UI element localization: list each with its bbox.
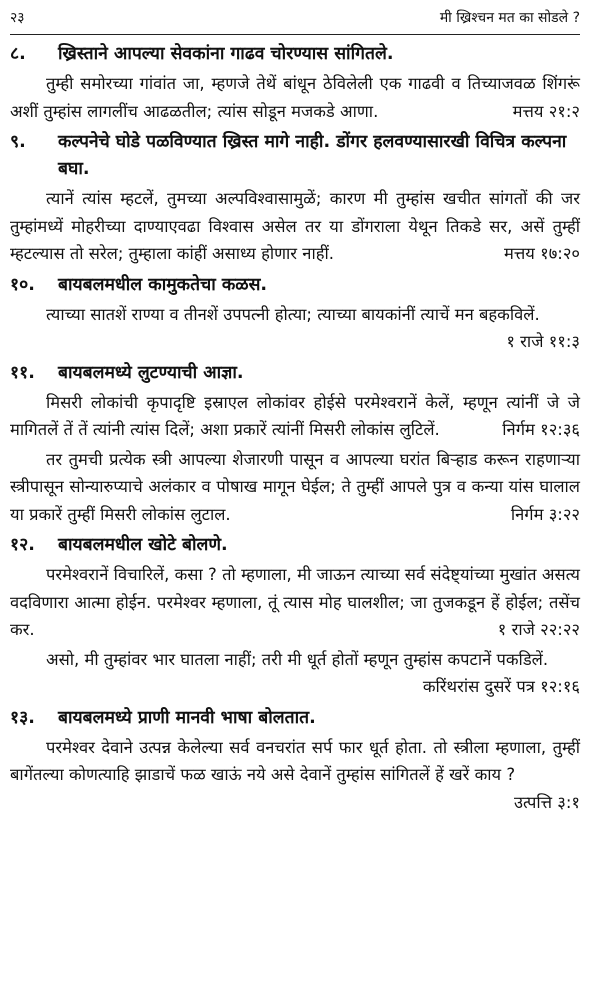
section-heading bbox=[10, 532, 580, 559]
section-paragraph bbox=[10, 561, 580, 644]
section-title: बायबलमध्ये प्राणी मानवी भाषा बोलतात. bbox=[58, 707, 316, 728]
section-heading bbox=[10, 272, 580, 299]
scripture-reference: १ राजे २२:२२ bbox=[497, 620, 580, 639]
scripture-reference: निर्गम १२:३६ bbox=[502, 420, 580, 439]
section-number: ९. bbox=[10, 132, 26, 152]
section-number: १३. bbox=[10, 707, 35, 728]
section-title: बायबलमध्ये लुटण्याची आज्ञा. bbox=[58, 362, 244, 383]
section-paragraph bbox=[10, 734, 580, 817]
paragraph-text: तुम्ही समोरच्या गांवांत जा, म्हणजे तेथें बांधून ठेविलेली एक गाढवी व तिच्याजवळ शिंगरूं अशीं तुम्हांस लागलींच आढळतील; त्यांस सोडून मजकडे आणा. bbox=[10, 74, 580, 121]
paragraph-text: तर तुमची प्रत्येक स्त्री आपल्या शेजारणी पासून व आपल्या घरांत बिऱ्हाड करून राहणाऱ्या स्त्रीपासून सोन्यारुप्याचे अलंकार व पोषाख मागून घेईल; ते तुम्हीं आपले पुत्र व कन्या यांस घालाल या प्रकारें तुम्हीं मिसरी लोकांस लुटाल. bbox=[10, 449, 580, 524]
scripture-reference: निर्गम ३:२२ bbox=[510, 504, 580, 524]
scripture-reference: मत्तय २१:२ bbox=[512, 101, 580, 121]
section-paragraph bbox=[10, 389, 580, 444]
paragraph-text: परमेश्वर देवाने उत्पन्न केलेल्या सर्व वनचरांत सर्प फार धूर्त होता. तो स्त्रीला म्हणाला, तुम्हीं बागेंतल्या कोणत्याहि झाडाचें फळ खाऊं नये असे देवानें तुम्हांस सांगितलें हें खरें काय ? bbox=[10, 737, 580, 784]
section-paragraph bbox=[10, 646, 580, 701]
paragraph-text: त्यानें त्यांस म्हटलें, तुमच्या अल्पविश्वासामुळें; कारण मी तुम्हांस खचीत सांगतों की जर तुम्हांमध्यें मोहरीच्या दाण्याएवढा विश्वास असेल तर या डोंगराला येथून तिकडे सर, असें तुम्हीं म्हटल्यास तो सरेल; तुम्हाला कांहीं असाध्य होणार नाहीं. bbox=[10, 189, 580, 263]
section-paragraph bbox=[10, 446, 580, 529]
scripture-reference: उत्पत्ति ३:१ bbox=[513, 792, 580, 812]
section-title: ख्रिस्ताने आपल्या सेवकांना गाढव चोरण्यास सांगितले. bbox=[58, 44, 394, 64]
section-number: १०. bbox=[10, 274, 35, 295]
paragraph-text: परमेश्वरानें विचारिलें, कसा ? तो म्हणाला, मी जाऊन त्याच्या सर्व संदेष्ट्यांच्या मुखांत असत्य वदविणारा आत्मा होईन. परमेश्वर म्हणाला, तूं त्यास मोह घालशील; जा तुजकडून हें होईल; तसेंच कर. bbox=[10, 565, 580, 639]
section-number: ८. bbox=[10, 44, 26, 64]
book-title: मी ख्रिश्चन मत का सोडले ? bbox=[439, 9, 580, 26]
section-number: ११. bbox=[10, 362, 35, 383]
section-title: बायबलमधील खोटे बोलणे. bbox=[58, 535, 228, 555]
section-number: १२. bbox=[10, 535, 35, 555]
section-heading bbox=[10, 360, 580, 387]
scripture-reference: करिंथरांस दुसरें पत्र १२:१६ bbox=[422, 677, 580, 696]
section-paragraph bbox=[10, 301, 580, 356]
paragraph-text: असो, मी तुम्हांवर भार घातला नाहीं; तरी मी धूर्त होतों म्हणून तुम्हांस कपटानें पकडिलें. bbox=[46, 649, 549, 669]
section-title: बायबलमधील कामुकतेचा कळस. bbox=[58, 274, 268, 295]
page-number: २३ bbox=[10, 9, 25, 26]
section-paragraph bbox=[10, 185, 580, 268]
section-paragraph bbox=[10, 70, 580, 125]
section-heading bbox=[10, 705, 580, 732]
scripture-reference: १ राजे ११:३ bbox=[506, 332, 580, 351]
section-heading bbox=[10, 41, 580, 68]
scripture-reference: मत्तय १७:२० bbox=[504, 244, 580, 263]
paragraph-text: मिसरी लोकांची कृपादृष्टि इस्राएल लोकांवर होईसे परमेश्वरानें केलें, म्हणून त्यांनीं जे जे मागितलें तें तें त्यांनी त्यांस दिलें; अशा प्रकारें त्यांनीं मिसरी लोकांस लुटिलें. bbox=[10, 392, 580, 439]
paragraph-text: त्याच्या सातशें राण्या व तीनशें उपपत्नी होत्या; त्याच्या बायकांनीं त्याचें मन बहकविलें. bbox=[46, 304, 540, 324]
section-title: कल्पनेचे घोडे पळविण्यात ख्रिस्त मागे नाही. डोंगर हलवण्यासारखी विचित्र कल्पना बघा. bbox=[58, 132, 567, 179]
running-header bbox=[10, 0, 580, 35]
section-heading bbox=[10, 129, 580, 183]
